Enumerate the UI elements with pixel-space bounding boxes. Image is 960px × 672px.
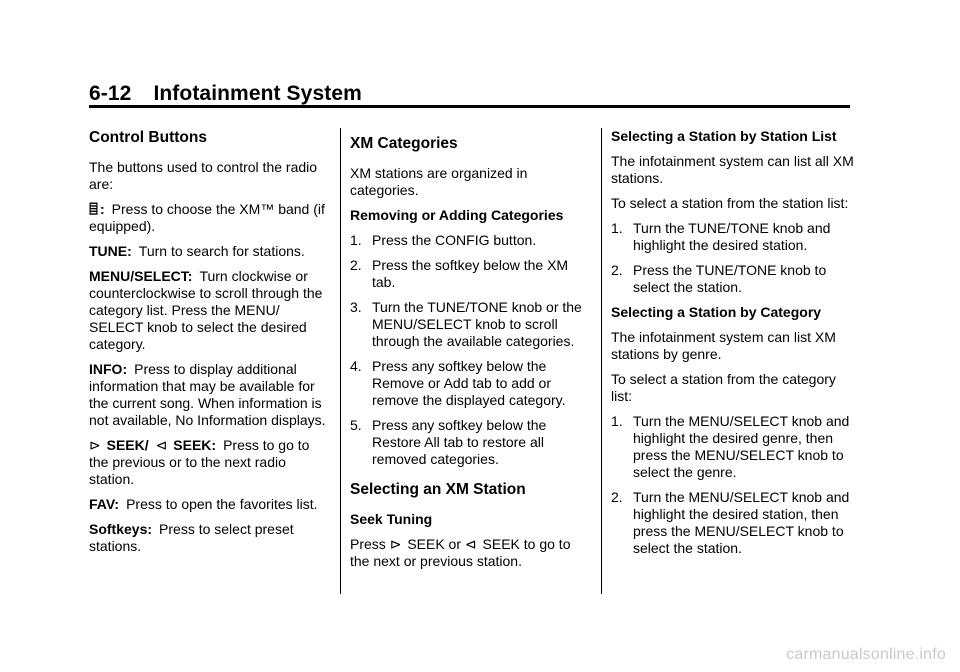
paragraph: The buttons used to control the radio are:	[89, 159, 318, 192]
subheading: Seek Tuning	[350, 511, 433, 527]
list-item: 2. Turn the MENU/SELECT knob and highlight the desired station, then press the MENU/SELECT knob to select the station.	[611, 489, 850, 556]
list-item: 3. Turn the TUNE/TONE knob or the MENU/SELECT knob to scroll through the available categories.	[350, 299, 582, 349]
paragraph: To select a station from the station list:	[611, 195, 849, 211]
paragraph-softkeys	[89, 521, 331, 555]
term-label: MENU/SELECT:	[89, 268, 193, 284]
chapter-title: Infotainment System	[153, 82, 362, 105]
seek-next-icon: ⊳	[389, 536, 402, 552]
subheading: Removing or Adding Categories	[350, 207, 564, 223]
paragraph-seek-tuning: Press ⊳ SEEK or ⊲ SEEK to go to the next or previous station.	[350, 536, 571, 569]
list-item: 1. Turn the TUNE/TONE knob and highlight the desired station.	[611, 220, 831, 253]
subheading: Selecting a Station by Station List	[611, 128, 837, 144]
page-header	[89, 82, 362, 106]
list-item: 2. Press the TUNE/TONE knob to select the station.	[611, 262, 827, 295]
paragraph: The infotainment system can list all XM stations.	[611, 153, 854, 186]
paragraph: To select a station from the category list:	[611, 371, 836, 404]
column-divider	[340, 128, 341, 594]
column-control-buttons	[89, 124, 331, 563]
term-label: INFO:	[89, 361, 128, 377]
term-description: Press to open the favorites list.	[126, 496, 318, 512]
term-label: SEEK/	[106, 437, 149, 453]
xm-band-icon	[89, 202, 98, 215]
header-rule	[89, 105, 850, 108]
term-label: Softkeys:	[89, 521, 153, 537]
paragraph-seek	[89, 437, 331, 488]
watermark: carmanualsonline.info	[786, 646, 946, 663]
paragraph-fav	[89, 496, 331, 513]
paragraph-menu-select	[89, 268, 331, 353]
column-divider	[601, 128, 602, 594]
term-description: Turn to search for stations.	[138, 243, 305, 259]
band-description: Press to choose the XM™ band (if equipped).	[89, 201, 325, 234]
paragraph-band: : Press to choose the XM™ band (if equipped).	[89, 201, 325, 234]
list-item: 1. Turn the MENU/SELECT knob and highlight the desired genre, then press the MENU/SELECT knob to select the genre.	[611, 413, 850, 480]
term-label: FAV:	[89, 496, 120, 512]
paragraph-info	[89, 361, 331, 429]
list-item: 2. Press the softkey below the XM tab.	[350, 257, 569, 290]
section-heading: Selecting an XM Station	[350, 481, 526, 498]
list-item: 4. Press any softkey below the Remove or Add tab to add or remove the displayed category.	[350, 358, 566, 408]
section-heading: XM Categories	[350, 135, 458, 152]
page-number: 6-12	[89, 82, 132, 105]
list-item: 5. Press any softkey below the Restore All tab to restore all removed categories.	[350, 417, 547, 467]
steps-list	[611, 413, 855, 557]
term-description: Press to go to the previous or to the next radio station.	[89, 437, 310, 487]
section-heading: Control Buttons	[89, 129, 207, 146]
column-selecting-station	[611, 124, 855, 565]
paragraph: The infotainment system can list XM stations by genre.	[611, 329, 836, 362]
term-label: SEEK:	[173, 437, 217, 453]
term-description: Turn clockwise or counterclockwise to scroll through the category list. Press the MENU/ SELECT knob to select the desired category.	[89, 268, 323, 352]
column-xm-categories	[350, 128, 592, 578]
paragraph-tune	[89, 243, 331, 260]
subheading: Selecting a Station by Category	[611, 304, 822, 320]
seek-next-icon: ⊳	[89, 437, 101, 453]
term-description: Press to select preset stations.	[89, 521, 294, 554]
seek-previous-icon: ⊲	[155, 437, 168, 453]
steps-list	[350, 232, 592, 468]
seek-previous-icon: ⊲	[464, 536, 477, 552]
steps-list	[611, 220, 855, 296]
term-description: Press to display additional information that may be available for the current song. When information is not available, No Information displays.	[89, 361, 326, 428]
paragraph: XM stations are organized in categories.	[350, 165, 528, 198]
list-item: 1. Press the CONFIG button.	[350, 232, 537, 248]
term-label: TUNE:	[89, 243, 132, 259]
